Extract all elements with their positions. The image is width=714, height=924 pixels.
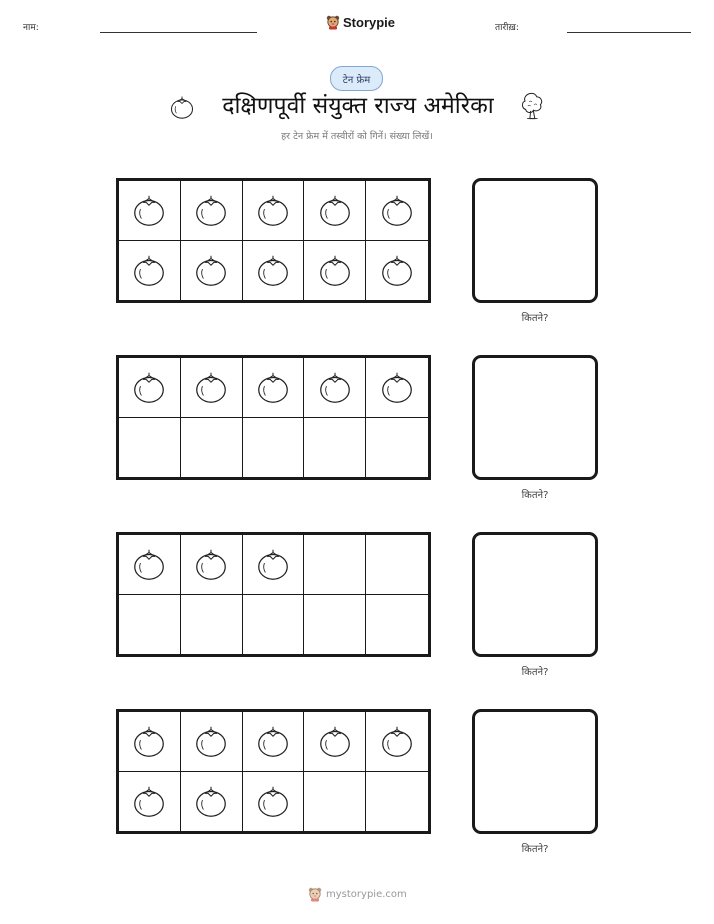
answer-label: कितने?	[521, 667, 549, 678]
tomato-icon	[168, 92, 196, 122]
frame-cell	[119, 595, 181, 655]
name-label: नाम:	[23, 23, 39, 33]
tomato-icon	[130, 545, 168, 583]
frame-cell	[304, 241, 366, 301]
ten-frame	[116, 532, 431, 657]
frame-cell	[366, 772, 428, 832]
frame-cell	[119, 535, 181, 595]
frame-cell	[119, 772, 181, 832]
frame-cell	[243, 418, 305, 478]
tomato-icon	[316, 368, 354, 406]
tomato-icon	[192, 251, 230, 289]
frame-cell	[181, 418, 243, 478]
tomato-icon	[254, 251, 292, 289]
frame-cell	[366, 535, 428, 595]
instructions: हर टेन फ्रेम में तस्वीरों को गिनें। संख्या लिखें।	[281, 131, 433, 142]
tomato-icon	[378, 191, 416, 229]
frame-cell	[243, 535, 305, 595]
tomato-icon	[254, 191, 292, 229]
frame-cell	[119, 418, 181, 478]
frame-cell	[181, 712, 243, 772]
ten-frame	[116, 178, 431, 303]
frame-cell	[243, 712, 305, 772]
frame-cell	[304, 772, 366, 832]
date-label: तारीख़:	[495, 23, 519, 33]
frame-cell	[304, 712, 366, 772]
tomato-icon	[316, 722, 354, 760]
tomato-icon	[192, 191, 230, 229]
frame-cell	[119, 712, 181, 772]
tomato-icon	[254, 545, 292, 583]
answer-box[interactable]	[472, 178, 598, 303]
tree-icon	[518, 90, 546, 122]
answer-box[interactable]	[472, 709, 598, 834]
storypie-mascot-icon	[308, 886, 322, 902]
answer-label: कितने?	[521, 490, 549, 501]
answer-label: कितने?	[521, 844, 549, 855]
frame-cell	[181, 772, 243, 832]
page-title: दक्षिणपूर्वी संयुक्त राज्य अमेरिका	[222, 93, 494, 119]
tomato-icon	[130, 368, 168, 406]
tomato-icon	[254, 782, 292, 820]
tomato-icon	[192, 368, 230, 406]
tomato-icon	[378, 368, 416, 406]
tomato-icon	[130, 722, 168, 760]
tomato-icon	[254, 722, 292, 760]
frame-cell	[181, 595, 243, 655]
frame-cell	[304, 418, 366, 478]
tomato-icon	[130, 782, 168, 820]
frame-cell	[243, 595, 305, 655]
frame-cell	[243, 241, 305, 301]
ten-frame	[116, 709, 431, 834]
frame-cell	[181, 358, 243, 418]
frame-cell	[366, 418, 428, 478]
frame-cell	[304, 181, 366, 241]
tomato-icon	[130, 191, 168, 229]
frame-cell	[181, 181, 243, 241]
frame-cell	[119, 241, 181, 301]
tomato-icon	[378, 722, 416, 760]
tomato-icon	[254, 368, 292, 406]
frame-cell	[366, 712, 428, 772]
answer-label: कितने?	[521, 313, 549, 324]
tomato-icon	[130, 251, 168, 289]
frame-cell	[304, 358, 366, 418]
frame-cell	[243, 181, 305, 241]
frame-cell	[366, 358, 428, 418]
date-field[interactable]	[567, 32, 691, 33]
tomato-icon	[192, 722, 230, 760]
tomato-icon	[192, 545, 230, 583]
frame-cell	[243, 772, 305, 832]
tomato-icon	[316, 191, 354, 229]
answer-box[interactable]	[472, 355, 598, 480]
frame-cell	[119, 358, 181, 418]
frame-cell	[119, 181, 181, 241]
frame-cell	[181, 241, 243, 301]
frame-cell	[304, 595, 366, 655]
frame-cell	[366, 595, 428, 655]
storypie-mascot-icon	[326, 14, 340, 30]
frame-cell	[304, 535, 366, 595]
ten-frame-badge: टेन फ्रेम	[330, 66, 383, 91]
tomato-icon	[192, 782, 230, 820]
footer-url: mystorypie.com	[326, 888, 407, 900]
ten-frame	[116, 355, 431, 480]
answer-box[interactable]	[472, 532, 598, 657]
brand-name: Storypie	[343, 14, 396, 30]
tomato-icon	[378, 251, 416, 289]
tomato-icon	[316, 251, 354, 289]
frame-cell	[366, 181, 428, 241]
frame-cell	[366, 241, 428, 301]
brand-logo	[326, 12, 395, 32]
footer	[308, 886, 407, 902]
name-field[interactable]	[100, 32, 257, 33]
frame-cell	[181, 535, 243, 595]
frame-cell	[243, 358, 305, 418]
